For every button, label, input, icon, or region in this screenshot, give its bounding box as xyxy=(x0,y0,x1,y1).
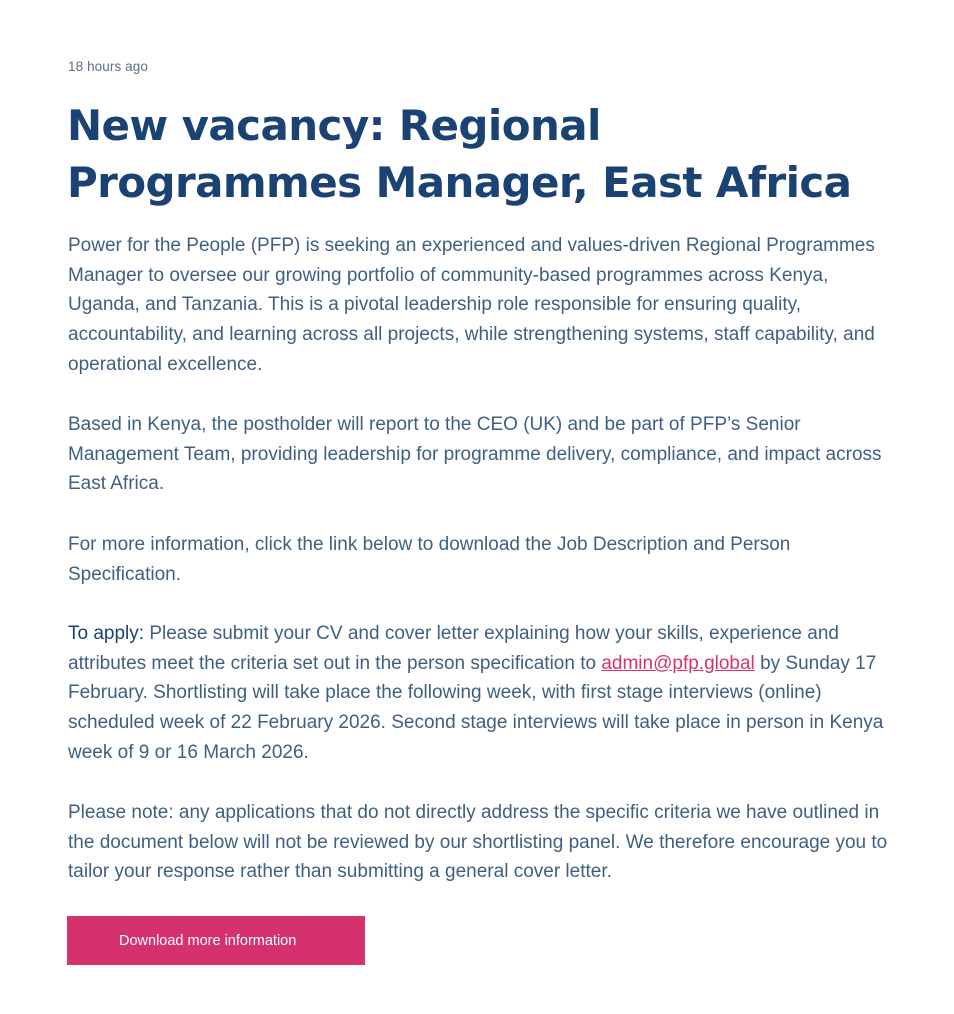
location-paragraph: Based in Kenya, the postholder will report to the CEO (UK) and be part of PFP’s Senior Management Team, providing leadership for programme delivery, compliance, and impact across East Africa. xyxy=(68,414,882,495)
more-info-paragraph: For more information, click the link below to download the Job Description and Person Specification. xyxy=(68,534,791,585)
download-more-information-button[interactable]: Download more information xyxy=(67,916,365,965)
apply-text-before-email: Please submit your CV and cover letter explaining how your skills, experience and attributes meet the criteria set out in the person specification to xyxy=(68,623,839,674)
post-timestamp: 18 hours ago xyxy=(68,59,149,74)
note-paragraph: Please note: any applications that do not directly address the specific criteria we have outlined in the document below will not be reviewed by our shortlisting panel. We therefore encourage you to tailor your response rather than submitting a general cover letter. xyxy=(68,802,888,883)
apply-text-after-email: by Sunday 17 February. Shortlisting will take place the following week, with first stage interviews (online) scheduled week of 22 February 2026. Second stage interviews will take place in person in Kenya week of 9 or 16 March 2026. xyxy=(68,652,884,763)
email-link[interactable]: admin@pfp.global xyxy=(601,652,755,674)
page-title: New vacancy: Regional Programmes Manager, East Africa xyxy=(67,101,852,207)
apply-paragraph xyxy=(68,619,898,768)
intro-paragraph: Power for the People (PFP) is seeking an experienced and values-driven Regional Programmes Manager to oversee our growing portfolio of community-based programmes across Kenya, Uganda, and Tanzania. This is a pivotal leadership role responsible for ensuring quality, accountability, and learning across all projects, while strengthening systems, staff capability, and operational excellence. xyxy=(68,235,875,375)
apply-lead-label: To apply: xyxy=(68,623,145,644)
